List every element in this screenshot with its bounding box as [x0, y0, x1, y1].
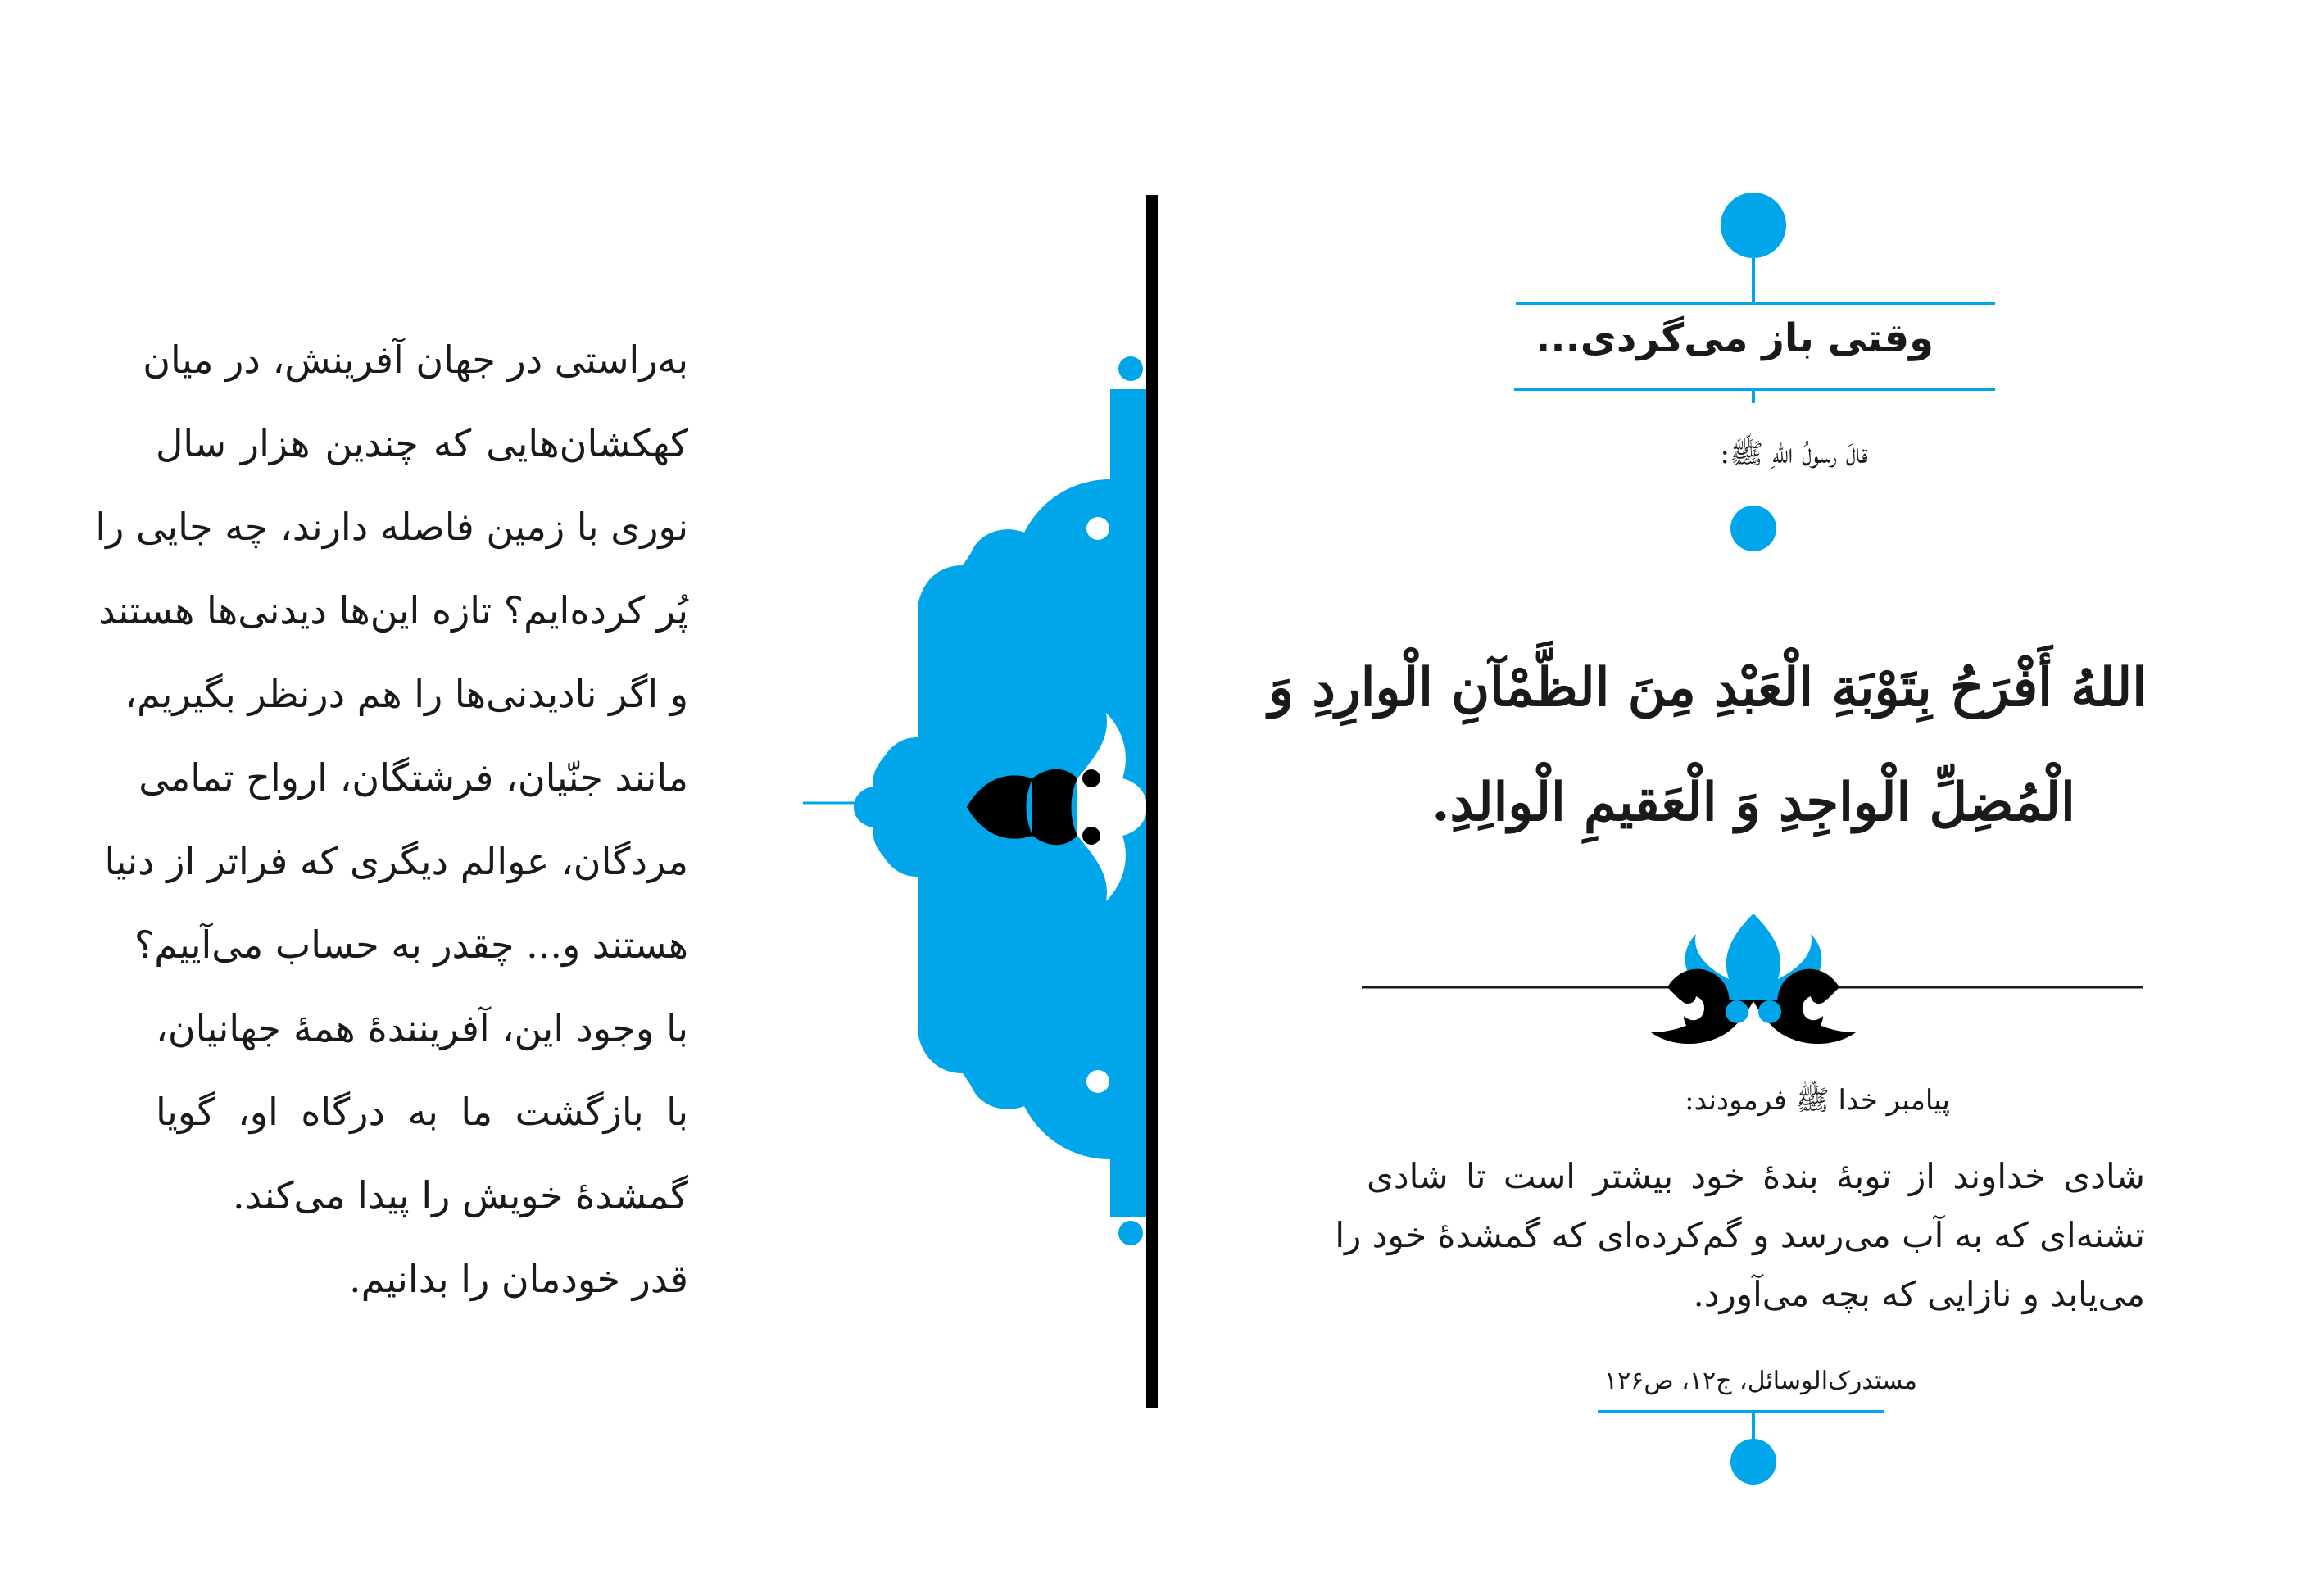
hadith-arabic: [1268, 631, 2147, 860]
left-text-line: نوری با زمین فاصله دارند، چه جایی را: [95, 505, 688, 549]
left-text-line: پُر کرده‌ایم؟ تازه این‌ها دیدنی‌ها هستند: [98, 588, 688, 633]
translation-line: شادی خداوند از توبۀ بندۀ خود بیشتر است تا شادی: [1367, 1156, 2145, 1196]
center-ornament: [795, 352, 1155, 1262]
left-text-line: با وجود این، آفرینندۀ همۀ جهانیان،: [156, 1006, 688, 1050]
bottom-circle-icon: [1730, 1439, 1776, 1485]
center-divider: [1146, 195, 1158, 1408]
mid-dot-icon: [1721, 496, 1786, 561]
top-dot-icon: [1118, 356, 1143, 381]
left-text-line: مردگان، عوالم دیگری که فراتر از دنیا: [104, 839, 688, 883]
prophet-intro: پیامبر خدا ﷺ فرمودند:: [1685, 1084, 1950, 1117]
narrator-line: قالَ رسولُ اللهِ ﷺ:: [1720, 438, 1868, 470]
left-text-line: با بازگشت ما به درگاه او، گویا: [156, 1090, 688, 1134]
left-text-line: و اگر نادیدنی‌ها را هم درنظر بگیریم،: [125, 672, 688, 716]
hadith-translation: [1335, 1147, 2145, 1324]
translation-line: تشنه‌ای که به آب می‌رسد و گم‌کرده‌ای که گمشدۀ خود را: [1335, 1215, 2145, 1255]
left-text-line: هستند و... چقدر به حساب می‌آییم؟: [134, 923, 688, 967]
top-circle-icon: [1721, 193, 1786, 258]
left-text-line: کهکشان‌هایی که چندین هزار سال: [156, 421, 688, 465]
top-ornament: [1508, 188, 1999, 410]
translation-line: می‌یابد و نازایی که بچه می‌آورد.: [1693, 1274, 2145, 1314]
left-text-line: قدر خودمان را بدانیم.: [349, 1257, 688, 1301]
source-citation: مستدرک‌الوسائل، ج۱۲، ص۱۲۶: [1604, 1367, 1917, 1395]
flower-icon: [1651, 914, 1856, 1044]
left-text-line: گمشدۀ خویش را پیدا می‌کند.: [232, 1173, 688, 1217]
bottom-ornament: [1590, 1409, 1917, 1491]
hadith-line: الْمُضِلِّ الْواجِدِ وَ الْعَقیمِ الْوالِدِ.: [1431, 772, 2075, 833]
hadith-line: اللهُ أَفْرَحُ بِتَوْبَةِ الْعَبْدِ مِنَ الظَّمْآنِ الْوارِدِ وَ: [1268, 657, 2147, 719]
page-title: وقتی باز می‌گردی...: [1535, 315, 1934, 361]
bottom-dot-icon: [1118, 1221, 1143, 1245]
left-page-text: [95, 318, 688, 1321]
floral-divider: [1360, 909, 2147, 1073]
left-text-line: به‌راستی در جهان آفرینش، در میان: [143, 338, 688, 382]
left-text-line: مانند جنّیان، فرشتگان، ارواح تمامی: [138, 755, 688, 800]
